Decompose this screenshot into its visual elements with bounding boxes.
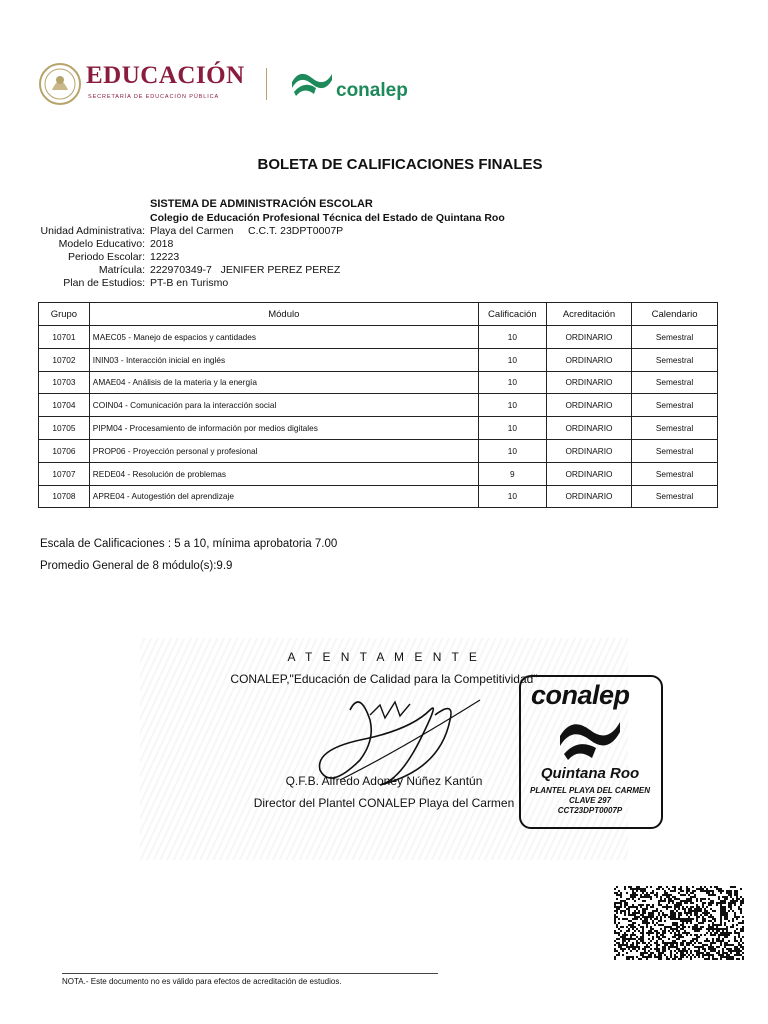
college-name: Colegio de Educación Profesional Técnica del Estado de Quintana Roo: [150, 212, 505, 224]
cell-calificacion: 9: [478, 462, 546, 485]
cell-grupo: 10708: [39, 485, 90, 508]
system-name: SISTEMA DE ADMINISTRACIÓN ESCOLAR: [150, 198, 373, 210]
cell-grupo: 10703: [39, 371, 90, 394]
table-row: [39, 462, 718, 485]
table-row: [39, 394, 718, 417]
header-acreditacion: Acreditación: [546, 303, 631, 326]
table-row: [39, 371, 718, 394]
cell-calendario: Semestral: [632, 348, 718, 371]
cell-calificacion: 10: [478, 394, 546, 417]
table-row: [39, 417, 718, 440]
document-title: BOLETA DE CALIFICACIONES FINALES: [257, 156, 543, 173]
info-label: Unidad Administrativa:: [40, 225, 145, 237]
cell-acreditacion: ORDINARIO: [546, 348, 631, 371]
general-average: Promedio General de 8 módulo(s):9.9: [40, 560, 233, 572]
educacion-logo-subtitle: SECRETARÍA DE EDUCACIÓN PÚBLICA: [88, 94, 220, 100]
cell-acreditacion: ORDINARIO: [546, 485, 631, 508]
cell-modulo: PROP06 - Proyección personal y profesional: [89, 439, 478, 462]
cell-calendario: Semestral: [632, 326, 718, 349]
cell-modulo: MAEC05 - Manejo de espacios y cantidades: [89, 326, 478, 349]
table-row: [39, 485, 718, 508]
cell-grupo: 10701: [39, 326, 90, 349]
stamp-key: CLAVE 297: [568, 796, 612, 805]
mexico-seal-icon: [38, 60, 82, 108]
cell-grupo: 10705: [39, 417, 90, 440]
conalep-logo-text: conalep: [336, 80, 408, 101]
cell-acreditacion: ORDINARIO: [546, 326, 631, 349]
cell-calificacion: 10: [478, 348, 546, 371]
cell-grupo: 10702: [39, 348, 90, 371]
cell-grupo: 10706: [39, 439, 90, 462]
cell-modulo: PIPM04 - Procesamiento de información por medios digitales: [89, 417, 478, 440]
stamp-logo-icon: [552, 712, 628, 762]
cell-calendario: Semestral: [632, 485, 718, 508]
header-calificacion: Calificación: [478, 303, 546, 326]
table-row: [39, 348, 718, 371]
slogan-text: CONALEP,"Educación de Calidad para la Competitividad": [230, 672, 538, 686]
footer-note: NOTA.- Este documento no es válido para efectos de acreditación de estudios.: [62, 977, 342, 986]
info-value: 12223: [150, 251, 180, 263]
closing-text: A T E N T A M E N T E: [287, 650, 481, 664]
cell-grupo: 10707: [39, 462, 90, 485]
cell-modulo: REDE04 - Resolución de problemas: [89, 462, 478, 485]
info-label: Periodo Escolar:: [67, 251, 145, 263]
cell-calendario: Semestral: [632, 417, 718, 440]
grades-table: [38, 302, 718, 508]
cell-calendario: Semestral: [632, 439, 718, 462]
table-row: [39, 326, 718, 349]
cell-calendario: Semestral: [632, 394, 718, 417]
info-value: PT-B en Turismo: [150, 277, 229, 289]
info-label: Matrícula:: [98, 264, 145, 276]
stamp-brand: conalep: [531, 680, 630, 710]
info-value: 222970349-7 JENIFER PEREZ PEREZ: [150, 264, 341, 276]
conalep-logo-icon: [288, 66, 336, 98]
info-label: Plan de Estudios:: [63, 277, 145, 289]
signatory-position: Director del Plantel CONALEP Playa del Carmen: [253, 796, 515, 810]
qr-code-icon: [614, 886, 744, 960]
cell-modulo: COIN04 - Comunicación para la interacción social: [89, 394, 478, 417]
cell-acreditacion: ORDINARIO: [546, 394, 631, 417]
cell-grupo: 10704: [39, 394, 90, 417]
table-header-row: [39, 303, 718, 326]
cell-modulo: AMAE04 - Análisis de la materia y la energía: [89, 371, 478, 394]
info-value: Playa del Carmen C.C.T. 23DPT0007P: [150, 225, 344, 237]
stamp-cct: CCT23DPT0007P: [557, 806, 623, 815]
cell-acreditacion: ORDINARIO: [546, 462, 631, 485]
stamp-campus: PLANTEL PLAYA DEL CARMEN: [529, 786, 650, 795]
cell-calificacion: 10: [478, 439, 546, 462]
table-row: [39, 439, 718, 462]
cell-calendario: Semestral: [632, 462, 718, 485]
educacion-logo-text: EDUCACIÓN: [86, 62, 245, 89]
cell-modulo: ININ03 - Interacción inicial en inglés: [89, 348, 478, 371]
signatory-name: Q.F.B. Alfredo Adoney Núñez Kantún: [285, 774, 483, 788]
footer-divider: [62, 973, 438, 974]
cell-calendario: Semestral: [632, 371, 718, 394]
info-label: Modelo Educativo:: [58, 238, 145, 250]
cell-calificacion: 10: [478, 326, 546, 349]
grading-scale: Escala de Calificaciones : 5 a 10, mínima aprobatoria 7.00: [40, 538, 338, 550]
info-value: 2018: [150, 238, 174, 250]
cell-acreditacion: ORDINARIO: [546, 439, 631, 462]
cell-calificacion: 10: [478, 371, 546, 394]
cell-acreditacion: ORDINARIO: [546, 371, 631, 394]
header-modulo: Módulo: [89, 303, 478, 326]
header-calendario: Calendario: [632, 303, 718, 326]
cell-calificacion: 10: [478, 417, 546, 440]
cell-modulo: APRE04 - Autogestión del aprendizaje: [89, 485, 478, 508]
header-grupo: Grupo: [39, 303, 90, 326]
cell-calificacion: 10: [478, 485, 546, 508]
logo-divider: [266, 68, 267, 100]
stamp-state: Quintana Roo: [540, 765, 640, 782]
cell-acreditacion: ORDINARIO: [546, 417, 631, 440]
